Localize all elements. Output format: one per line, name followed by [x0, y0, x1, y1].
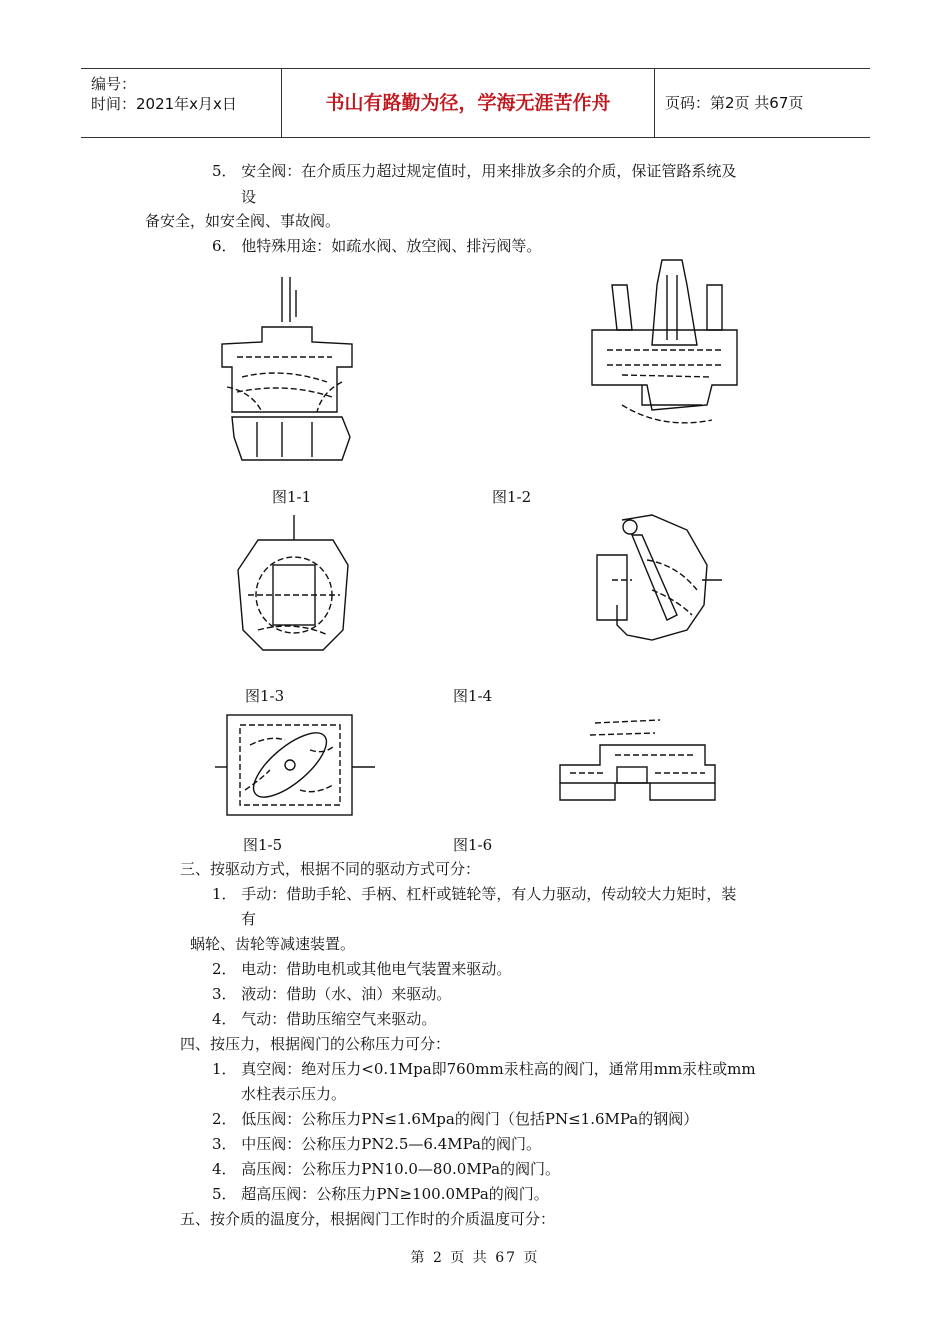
section-heading: 五、按介质的温度分，根据阀门工作时的介质温度可分：	[180, 1210, 556, 1228]
text-line: 有	[241, 910, 257, 928]
text-line: 水柱表示压力。	[241, 1085, 347, 1103]
section-heading: 四、按压力，根据阀门的公称压力可分：	[180, 1035, 451, 1053]
figure-caption: 图1-4	[453, 687, 493, 705]
figure-caption: 图1-2	[492, 488, 532, 506]
section-heading: 三、按驱动方式，根据不同的驱动方式可分：	[180, 860, 481, 878]
text-line: 5． 超高压阀：公称压力PN≥100.0MPa的阀门。	[212, 1185, 549, 1203]
figure-caption: 图1-6	[453, 836, 493, 854]
text-line: 4． 高压阀：公称压力PN10.0—80.0MPa的阀门。	[212, 1160, 561, 1178]
figure-caption: 图1-1	[272, 488, 312, 506]
number-label: 编号：	[91, 75, 137, 93]
figure-1-6	[555, 715, 720, 810]
time-label: 时间：2021年x月x日	[91, 95, 237, 113]
figure-1-3	[228, 510, 360, 660]
figure-caption: 图1-3	[245, 687, 285, 705]
text-line: 4． 气动：借助压缩空气来驱动。	[212, 1010, 437, 1028]
page-info: 页码：第2页 共67页	[665, 94, 804, 112]
figure-1-4	[592, 505, 727, 650]
text-line: 1． 真空阀：绝对压力<0.1Mpa即760mm汞柱高的阀门，通常用mm汞柱或mm	[212, 1060, 756, 1078]
text-line: 2． 低压阀：公称压力PN≤1.6Mpa的阀门（包括PN≤1.6MPa的钢阀）	[212, 1110, 699, 1128]
figure-1-2	[582, 255, 752, 465]
text-line: 5． 安全阀：在介质压力超过规定值时，用来排放多余的介质，保证管路系统及	[212, 162, 737, 180]
header-meta	[81, 69, 282, 137]
motto: 书山有路勤为径，学海无涯苦作舟	[282, 69, 655, 137]
text-line: 6． 他特殊用途：如疏水阀、放空阀、排污阀等。	[212, 237, 542, 255]
figure-caption: 图1-5	[243, 836, 283, 854]
page-footer: 第 2 页 共 67 页	[410, 1250, 540, 1266]
text-line: 蜗轮、齿轮等减速装置。	[190, 935, 356, 953]
text-line: 2． 电动：借助电机或其他电气装置来驱动。	[212, 960, 512, 978]
text-line: 设	[241, 188, 257, 206]
figure-1-1	[212, 272, 362, 467]
page-header	[81, 68, 870, 138]
text-line: 3． 液动：借助（水、油）来驱动。	[212, 985, 452, 1003]
text-line: 1． 手动：借助手轮、手柄、杠杆或链轮等，有人力驱动，传动较大力矩时，装	[212, 885, 737, 903]
figure-1-5	[215, 710, 380, 822]
text-line: 3． 中压阀：公称压力PN2.5—6.4MPa的阀门。	[212, 1135, 541, 1153]
text-line: 备安全，如安全阀、事故阀。	[145, 212, 341, 230]
